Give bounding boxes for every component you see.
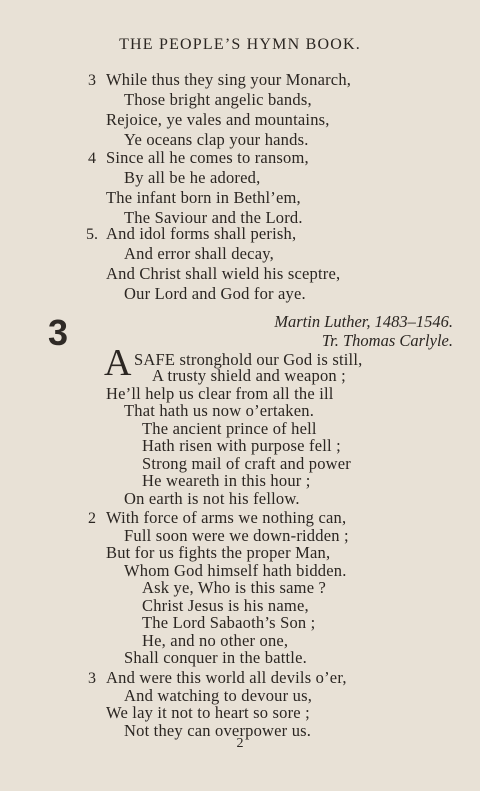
verse-line: Our Lord and God for aye. xyxy=(124,284,306,303)
verse-line: The infant born in Bethl’em, xyxy=(106,188,301,207)
verse-line: That hath us now o’ertaken. xyxy=(124,401,315,420)
verse-line: Strong mail of craft and power xyxy=(142,454,351,473)
verse-line: He, and no other one, xyxy=(142,631,289,650)
verse-line: SAFE stronghold our God is still, xyxy=(134,350,363,369)
verse-line: A trusty shield and weapon ; xyxy=(152,366,346,385)
verse-line: Whom God himself hath bidden. xyxy=(124,561,347,580)
verse-line: And Christ shall wield his sceptre, xyxy=(106,264,341,283)
verse-line: Not they can overpower us. xyxy=(124,721,312,740)
stanza-number: 5. xyxy=(86,226,98,243)
verse-line: With force of arms we nothing can, xyxy=(106,508,347,527)
drop-cap: A xyxy=(104,342,132,384)
verse-line: Since all he comes to ransom, xyxy=(106,148,309,167)
verse-line: The Lord Sabaoth’s Son ; xyxy=(142,613,316,632)
verse-line: The ancient prince of hell xyxy=(142,419,317,438)
verse-line: Shall conquer in the battle. xyxy=(124,648,307,667)
verse-line: And watching to devour us, xyxy=(124,686,313,705)
verse-line: Ye oceans clap your hands. xyxy=(124,130,309,149)
verse-line: He weareth in this hour ; xyxy=(142,471,311,490)
verse-line: Hath risen with purpose fell ; xyxy=(142,436,341,455)
verse-line: The Saviour and the Lord. xyxy=(124,208,303,227)
page-number: 2 xyxy=(236,736,244,751)
verse-line: Christ Jesus is his name, xyxy=(142,596,309,615)
verse-line: He’ll help us clear from all the ill xyxy=(106,384,334,403)
verse-line: We lay it not to heart so sore ; xyxy=(106,703,310,722)
verse-line: And idol forms shall perish, xyxy=(106,224,297,243)
stanza-number: 2 xyxy=(88,510,96,527)
translator-attribution: Tr. Thomas Carlyle. xyxy=(321,331,453,350)
stanza-number: 4 xyxy=(88,150,96,167)
stanza-number: 3 xyxy=(88,72,96,89)
verse-line: And error shall decay, xyxy=(124,244,274,263)
stanza-number: 3 xyxy=(88,670,96,687)
verse-line: On earth is not his fellow. xyxy=(124,489,300,508)
verse-line: Rejoice, ye vales and mountains, xyxy=(106,110,330,129)
verse-line: Full soon were we down-ridden ; xyxy=(124,526,349,545)
verse-line: Ask ye, Who is this same ? xyxy=(142,578,327,597)
verse-line: And were this world all devils o’er, xyxy=(106,668,347,687)
verse-line: By all be he adored, xyxy=(124,168,261,187)
author-attribution: Martin Luther, 1483–1546. xyxy=(274,312,453,331)
hymn-number: 3 xyxy=(48,312,69,353)
verse-line: But for us fights the proper Man, xyxy=(106,543,331,562)
running-header: THE PEOPLE’S HYMN BOOK. xyxy=(119,36,361,53)
verse-line: Those bright angelic bands, xyxy=(124,90,312,109)
verse-line: While thus they sing your Monarch, xyxy=(106,70,352,89)
